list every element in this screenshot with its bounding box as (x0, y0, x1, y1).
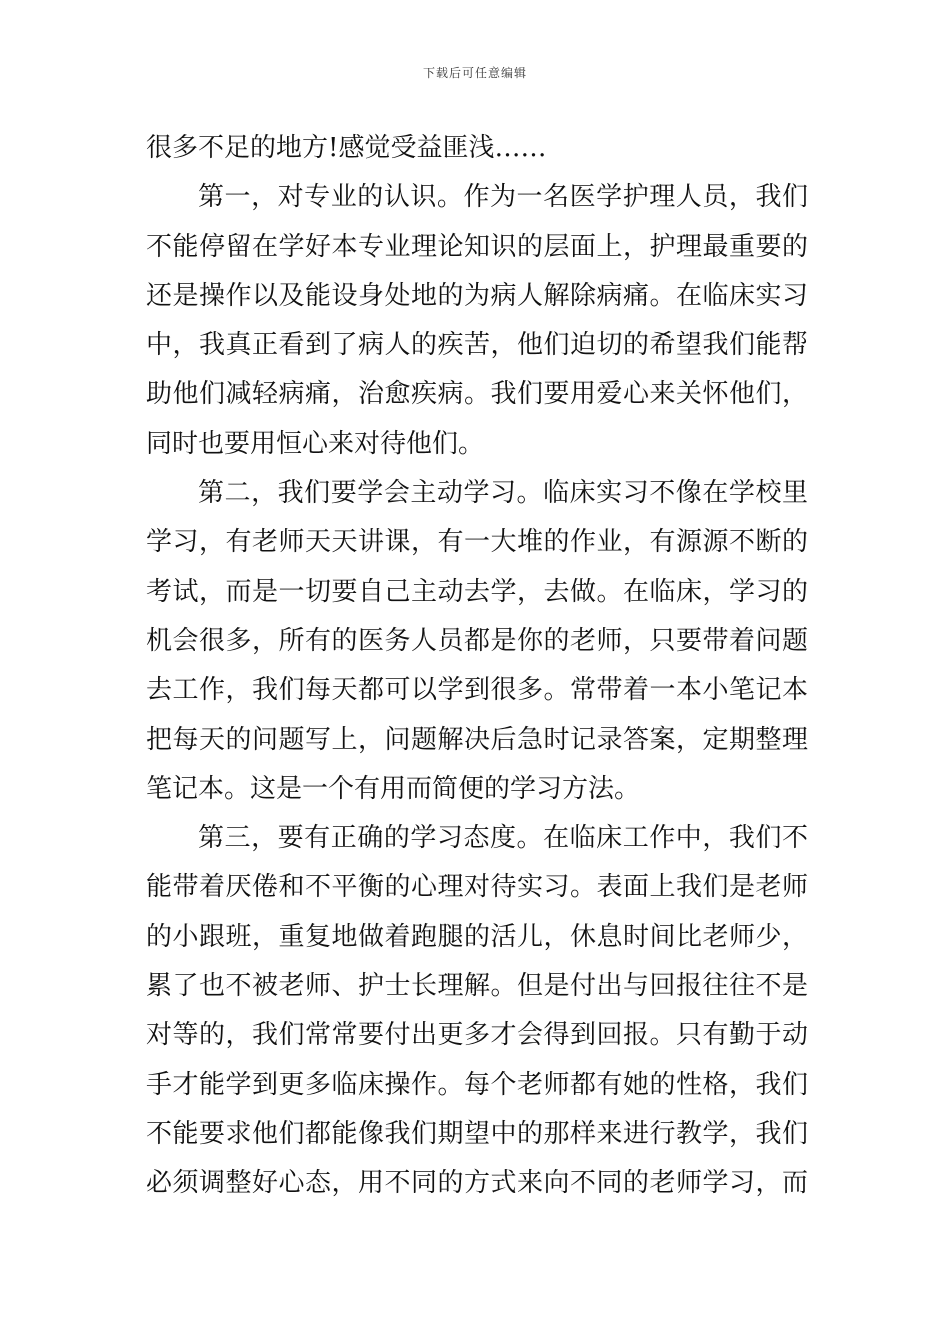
text-line: 很多不足的地方!感觉受益匪浅…… (146, 133, 547, 163)
text-line: 学习，有老师天天讲课，有一大堆的作业，有源源不断的 (146, 527, 808, 558)
text-line: 去工作，我们每天都可以学到很多。常带着一本小笔记本 (146, 675, 808, 706)
text-line: 不能停留在学好本专业理论知识的层面上，护理最重要的 (146, 231, 808, 262)
text-line: 机会很多，所有的医务人员都是你的老师，只要带着问题 (146, 625, 808, 656)
text-line: 的小跟班，重复地做着跑腿的活儿，休息时间比老师少， (146, 921, 808, 952)
text-line: 考试，而是一切要自己主动去学，去做。在临床，学习的 (146, 576, 808, 607)
text-line: 对等的，我们常常要付出更多才会得到回报。只有勤于动 (146, 1020, 808, 1051)
text-line: 手才能学到更多临床操作。每个老师都有她的性格，我们 (146, 1069, 808, 1100)
text-line: 必须调整好心态，用不同的方式来向不同的老师学习，而 (146, 1168, 808, 1199)
text-line: 同时也要用恒心来对待他们。 (146, 428, 485, 459)
text-line: 中，我真正看到了病人的疾苦，他们迫切的希望我们能帮 (146, 330, 808, 361)
text-line: 笔记本。这是一个有用而简便的学习方法。 (146, 773, 641, 804)
document-body (146, 124, 808, 1209)
text-line: 不能要求他们都能像我们期望中的那样来进行教学，我们 (146, 1118, 808, 1149)
text-line: 还是操作以及能设身处地的为病人解除病痛。在临床实习 (146, 280, 808, 311)
text-line: 把每天的问题写上，问题解决后急时记录答案，定期整理 (146, 724, 808, 755)
text-line: 第三，要有正确的学习态度。在临床工作中，我们不 (198, 823, 808, 854)
text-line: 累了也不被老师、护士长理解。但是付出与回报往往不是 (146, 971, 808, 1002)
page-header: 下载后可任意编辑 (422, 66, 527, 80)
text-line: 第一，对专业的认识。作为一名医学护理人员，我们 (198, 182, 808, 213)
text-line: 能带着厌倦和不平衡的心理对待实习。表面上我们是老师 (146, 872, 808, 903)
text-line: 第二，我们要学会主动学习。临床实习不像在学校里 (198, 478, 808, 509)
text-line: 助他们减轻病痛，治愈疾病。我们要用爱心来关怀他们， (146, 379, 808, 410)
